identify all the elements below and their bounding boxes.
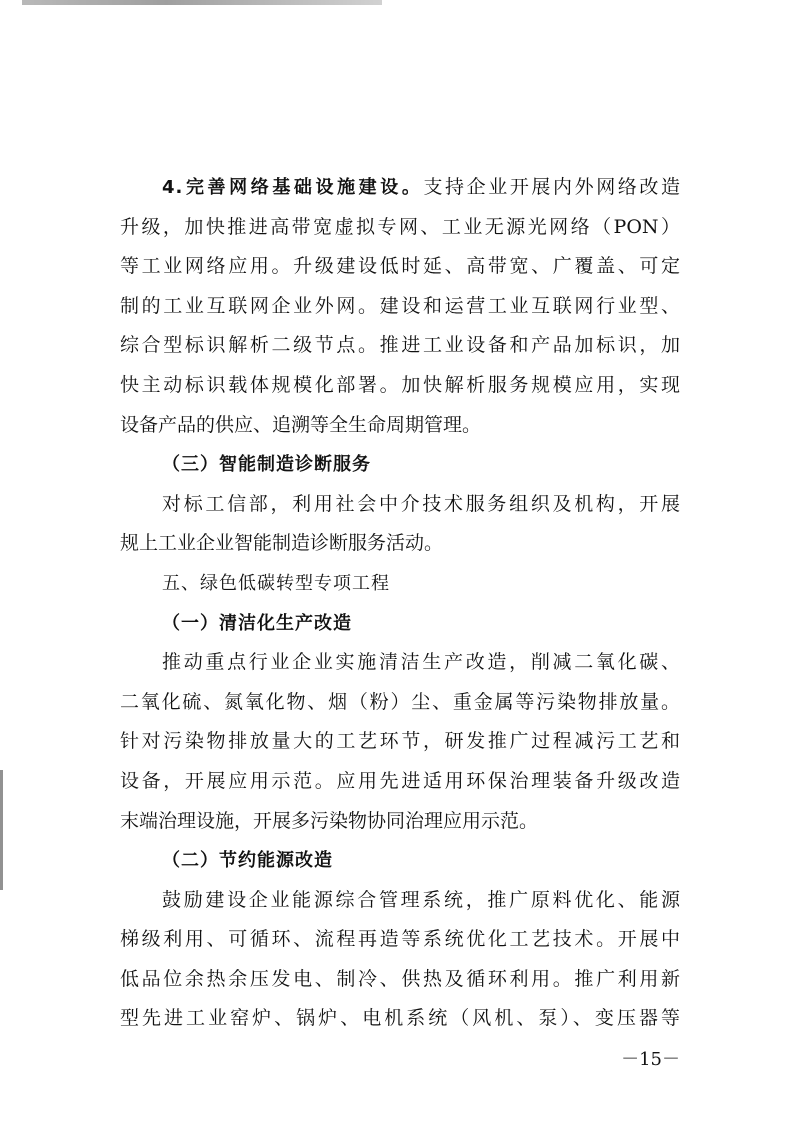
body-line: 型先进工业窑炉、锅炉、电机系统（风机、泵）、变压器等: [120, 1007, 680, 1030]
body-line: 设备产品的供应、追溯等全生命周期管理。: [120, 413, 482, 436]
scan-top-rule: [22, 0, 382, 5]
section-4-first-line: [120, 168, 680, 208]
body-line: 推动重点行业企业实施清洁生产改造，削减二氧化碳、: [162, 651, 680, 674]
body-line: 设备，开展应用示范。应用先进适用环保治理装备升级改造: [120, 769, 680, 792]
subsection-title: （二）节约能源改造: [162, 850, 333, 872]
scan-edge-mark: [0, 770, 3, 890]
subsection-title: （三）智能制造诊断服务: [162, 454, 371, 476]
body-line: 综合型标识解析二级节点。推进工业设备和产品加标识，加: [120, 334, 680, 357]
section-4-title: 4.完善网络基础设施建设。: [162, 177, 424, 198]
body-line: 快主动标识载体规模化部署。加快解析服务规模应用，实现: [120, 373, 680, 396]
document-body: [120, 168, 680, 1039]
page-number: －15－: [621, 1049, 680, 1070]
body-line: 规上工业企业智能制造诊断服务活动。: [120, 532, 444, 555]
section-4-text: 支持企业开展内外网络改造: [423, 176, 680, 198]
body-line: 二氧化硫、氮氧化物、烟（粉）尘、重金属等污染物排放量。: [120, 690, 680, 713]
body-line: 对标工信部，利用社会中介技术服务组织及机构，开展: [162, 492, 680, 515]
body-line: 升级，加快推进高带宽虚拟专网、工业无源光网络（PON）: [120, 215, 680, 238]
body-line: 低品位余热余压发电、制冷、供热及循环利用。推广利用新: [120, 967, 680, 990]
body-line: 末端治理设施，开展多污染物协同治理应用示范。: [120, 809, 539, 832]
body-line: 制的工业互联网企业外网。建设和运营工业互联网行业型、: [120, 294, 680, 317]
body-line: 针对污染物排放量大的工艺环节，研发推广过程减污工艺和: [120, 730, 680, 753]
section-title: 五、绿色低碳转型专项工程: [162, 572, 390, 594]
body-line: 梯级利用、可循环、流程再造等系统优化工艺技术。开展中: [120, 928, 680, 951]
subsection-title: （一）清洁化生产改造: [162, 612, 352, 634]
body-line: 鼓励建设企业能源综合管理系统，推广原料优化、能源: [162, 888, 680, 911]
body-line: 等工业网络应用。升级建设低时延、高带宽、广覆盖、可定: [120, 255, 680, 278]
